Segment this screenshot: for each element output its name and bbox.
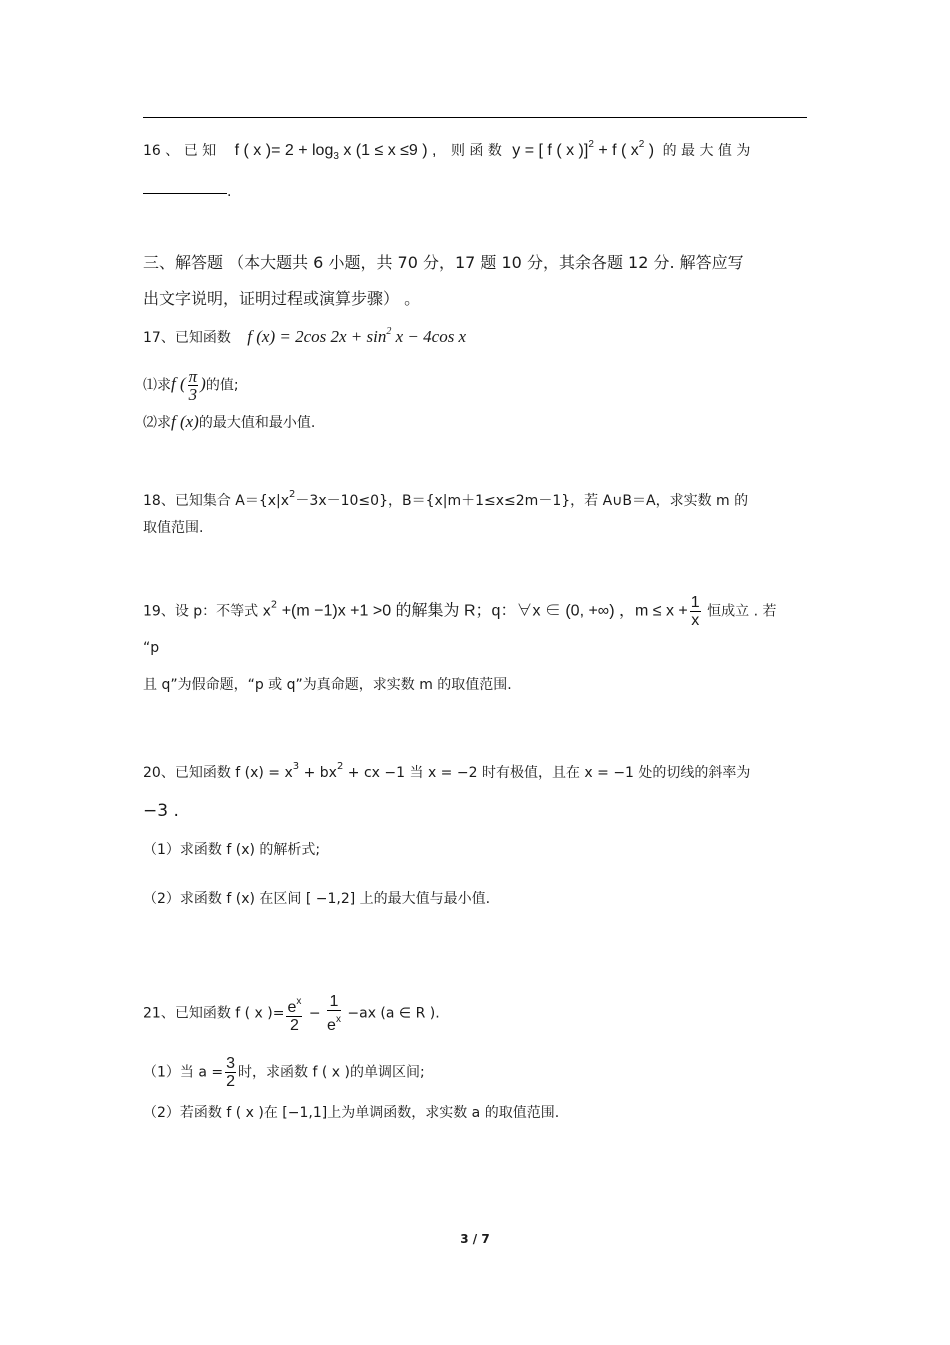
q17-line xyxy=(143,322,466,348)
q20-a: 20、已知函数 f (x) = x xyxy=(143,765,293,781)
q20-c: + cx −1 当 x = −2 时有极值，且在 x = −1 处的切线的斜率为 xyxy=(343,765,751,781)
q17-p2-f: f (x) xyxy=(171,412,199,431)
q19-one-over-x: $\frac{1}{x}$ xyxy=(690,594,700,629)
q17-head: 17、已知函数 xyxy=(143,330,231,346)
q19-c: 恒成立 . 若 xyxy=(702,603,777,620)
q17-p1-post: 的值; xyxy=(205,377,239,394)
q21-three-halves: $\frac{3}{2}$ xyxy=(226,1055,236,1090)
q16-log-base: 3 xyxy=(333,151,339,162)
q20-line2: −3 . xyxy=(143,801,179,821)
section3-line2: 出文字说明，证明过程或演算步骤） 。 xyxy=(143,289,421,308)
q16-square: 2 xyxy=(588,139,594,150)
q17-part1 xyxy=(143,368,239,403)
q21-b: −ax (a ∈ R ). xyxy=(342,1005,440,1022)
q18-line1-a: 18、已知集合 A＝{x|x xyxy=(143,493,290,509)
q20-line1 xyxy=(143,757,750,783)
q16-close: ) xyxy=(644,142,655,159)
q16-y-expr: y = [ f ( x )] xyxy=(512,142,589,159)
q18-square: 2 xyxy=(289,489,296,500)
q17-formula-b: x − 4cos x xyxy=(391,327,467,346)
q19-line2: “p xyxy=(143,640,160,656)
q20-cube: 3 xyxy=(292,761,300,772)
q16-tail: 的 最 大 值 为 xyxy=(662,143,751,159)
page-number: 3 / 7 xyxy=(460,1232,490,1246)
q16-mid: 则 函 数 xyxy=(450,143,502,159)
q20-part2: （2）求函数 f (x) 在区间 [ −1,2] 上的最大值与最小值. xyxy=(143,891,491,907)
q20-part1: （1）求函数 f (x) 的解析式; xyxy=(143,842,321,858)
q17-p1-pre: ⑴求 xyxy=(143,377,171,394)
q17-part2 xyxy=(143,412,315,433)
q16-line xyxy=(143,135,750,167)
q16-number: 16 、 已 知 xyxy=(143,143,217,159)
q16-x-square: 2 xyxy=(638,139,645,150)
q19-line3: 且 q”为假命题，“p 或 q”为真命题，求实数 m 的取值范围. xyxy=(143,677,512,693)
q21-p1-b: 时，求函数 f ( x )的单调区间; xyxy=(238,1064,425,1081)
q21-minus: − xyxy=(304,1005,326,1022)
q21-part1 xyxy=(143,1055,425,1090)
q21-part2: （2）若函数 f ( x )在 [−1,1]上为单调函数，求实数 a 的取值范围. xyxy=(143,1105,560,1121)
q18-line1 xyxy=(143,485,748,511)
q17-p2-post: 的最大值和最小值. xyxy=(198,415,316,431)
q20-square: 2 xyxy=(336,761,344,772)
q17-formula-a: f (x) = 2cos 2x + sin xyxy=(247,327,387,346)
q17-formula-square: 2 xyxy=(386,326,392,337)
q21-p1-a: （1）当 a = xyxy=(143,1064,224,1081)
q21-one-over-ex: $\frac{1}{e^x}$ xyxy=(327,993,341,1034)
q16-fdef: f ( x )= 2 + log xyxy=(234,142,334,159)
q21-ex-over-2: $\frac{e^x}{2}$ xyxy=(286,993,302,1034)
q16-plus-f: + f ( x xyxy=(593,142,639,159)
q17-pi-over-3: $\frac{\pi}{3}$ xyxy=(188,367,198,404)
q16-fdef-tail: x (1 ≤ x ≤9 ) , xyxy=(338,142,437,159)
q18-line2: 取值范围. xyxy=(143,520,204,536)
q21-line1 xyxy=(143,993,440,1034)
q19-b: +(m −1)x +1 >0 的解集为 R；q：∀x ∈ (0, +∞) ，m ≤ x + xyxy=(277,602,688,620)
q19-line1 xyxy=(143,594,777,629)
q20-b: + bx xyxy=(299,765,337,781)
section3-line1: 三、解答题 （本大题共 6 小题，共 70 分，17 题 10 分，其余各题 12 分. 解答应写 xyxy=(143,253,744,272)
q21-a: 21、已知函数 f ( x )= xyxy=(143,1005,285,1022)
q16-blank-line xyxy=(143,182,231,202)
q17-p1-f: f ( xyxy=(171,374,186,394)
header-rule xyxy=(143,117,807,118)
q19-a: 19、设 p：不等式 x xyxy=(143,603,271,620)
q17-p1-close: ) xyxy=(200,374,206,394)
q18-line1-b: －3x－10≤0}，B＝{x|m＋1≤x≤2m－1}，若 A∪B＝A，求实数 m 的 xyxy=(295,493,749,509)
q16-answer-blank xyxy=(143,193,227,194)
q19-square: 2 xyxy=(270,599,278,611)
q17-p2-pre: ⑵求 xyxy=(143,415,171,431)
q16-blank-end: . xyxy=(227,184,232,200)
